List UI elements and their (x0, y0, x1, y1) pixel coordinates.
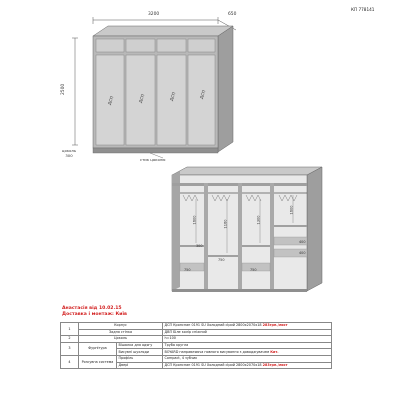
side-wall-note: стик цоколю (140, 157, 166, 162)
mezzanine-door-1 (96, 39, 124, 52)
table-row: 4 Розсувна система Профіль Compact, 4 зубчик (61, 355, 332, 362)
height-label-3: 1300 (256, 215, 261, 225)
specification-table (60, 322, 332, 369)
cabinet-top-face (93, 26, 233, 36)
table-row: 2 Цоколь h=100 (61, 336, 332, 343)
door-label-1: ДСП (106, 95, 115, 106)
table-row: Висувні шухляди BOYARD направляюча повного висування з доводжувачем Кит. (61, 349, 332, 356)
small-label-1: 300 (196, 244, 203, 248)
plinth (93, 148, 218, 153)
plinth-label: цоколь 300 (61, 148, 77, 158)
width-label: 3200 (148, 12, 160, 17)
mezzanine-door-4 (188, 39, 215, 52)
drawing-code: КП 778141 (351, 7, 375, 12)
bottom-label-1: 750 (184, 268, 191, 272)
client-note-line2: Доставка і монтаж: Київ (62, 312, 127, 317)
table-row: 3 Фурнітура Вішалка для одягу Труба кругла (61, 342, 332, 349)
divider-2 (238, 183, 242, 291)
table-row: Задня стінка ДВП Біле колір сніжний (61, 329, 332, 336)
sliding-door-4 (188, 55, 215, 145)
depth-label: 650 (228, 12, 237, 17)
wardrobe-exterior-drawing (0, 0, 400, 170)
mezzanine-door-3 (157, 39, 186, 52)
client-note-line1: Анастасія від 10.02.15 (62, 306, 122, 311)
bottom-label-2: 750 (218, 258, 225, 262)
height-label: 2500 (61, 83, 66, 95)
small-label-3: 400 (299, 251, 306, 255)
door-label-3: ДСП (168, 91, 177, 102)
table-row: 1 Корпус ДСП Кронспан 0191 SU Холодний сірий 2800х2070х18 283грн./лист (61, 323, 332, 330)
table-row: Двері ДСП Кронспан 0191 SU Холодний сірий 2800х2070х18 283грн./лист (61, 362, 332, 369)
cabinet-side-face (218, 26, 233, 152)
door-label-4: ДСП (198, 89, 207, 100)
divider-3 (270, 183, 274, 291)
height-label-4: 1600 (289, 205, 294, 215)
small-label-2: 400 (299, 240, 306, 244)
bottom-label-3: 750 (250, 268, 257, 272)
divider-1 (204, 183, 208, 291)
height-label-2: 1160 (223, 219, 228, 229)
door-label-2: ДСП (137, 93, 146, 104)
wardrobe-interior-drawing (0, 165, 400, 300)
height-label-1: 1600 (192, 215, 197, 225)
mezzanine-door-2 (126, 39, 155, 52)
